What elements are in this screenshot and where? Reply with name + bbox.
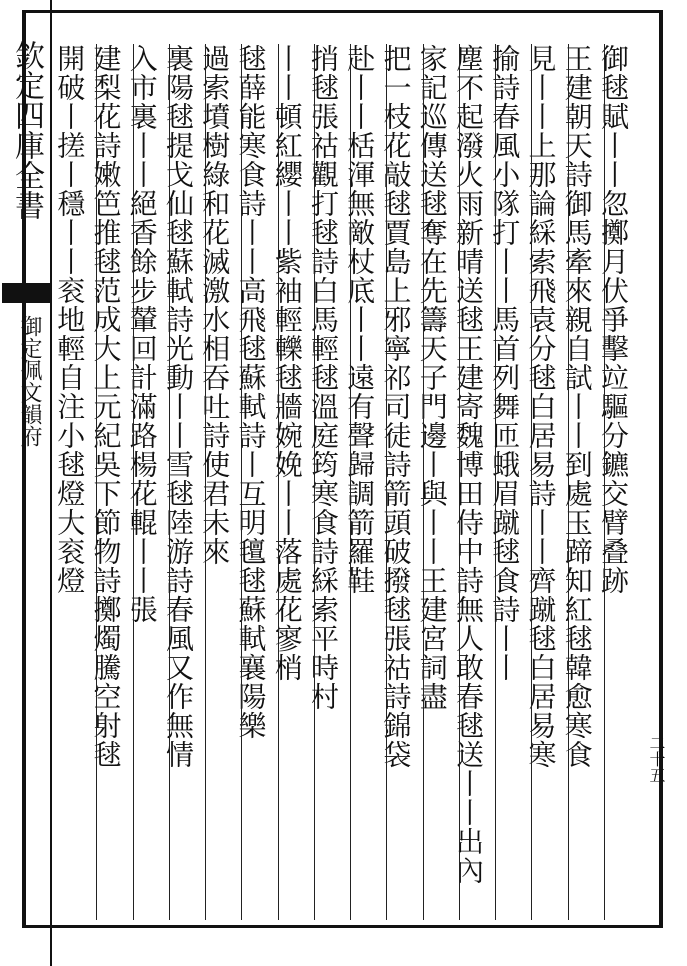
- text-column-15: 建梨花詩嫩笆推毬范成大上元紀吳下節物詩擲燭騰空射毬: [89, 44, 123, 769]
- text-column-5: 塵不起潑火雨新晴送毬王建寄魏博田侍中詩無人敢春毬送丨丨出內: [452, 44, 485, 885]
- book-title: 欽定四庫全書: [9, 40, 44, 220]
- column-rule: [350, 44, 351, 920]
- column-rule: [459, 44, 460, 920]
- text-column-10: 丨丨頓紅纓丨丨紫袖輕轢毬牆婉娩丨丨落處花寥梢: [270, 44, 304, 682]
- column-rule: [495, 44, 496, 920]
- page-number: 二十五: [647, 735, 666, 783]
- book-subtitle: 御定佩文韻府: [17, 315, 42, 447]
- text-column-6: 家記巡傳送毬奪在先籌天子門邊丨與丨丨王建宮詞盡: [415, 44, 449, 711]
- column-rule: [205, 44, 206, 920]
- text-column-9: 捎毬張祜觀打毬詩白馬輕毬溫庭筠寒食詩綵索平時村: [307, 44, 340, 711]
- column-rule: [604, 44, 605, 920]
- column-rule: [241, 44, 242, 920]
- column-rule: [314, 44, 315, 920]
- text-column-1: 御毬賦丨丨忽擲月伏爭擊竝驅分鑣交臂叠跡: [597, 44, 630, 595]
- column-rule: [568, 44, 569, 920]
- text-column-11: 毬薛能寒食詩丨丨高飛毬蘇軾詩丨互明氊毬蘇軾襄陽樂: [234, 44, 268, 740]
- column-rule: [278, 44, 279, 920]
- column-rule: [423, 44, 424, 920]
- text-column-14: 入市裏丨丨絕香餘步輦回計滿路楊花輥丨丨張: [125, 44, 159, 624]
- text-column-7: 把一枝花敲毬賈島上邪寧祁司徒詩箭頭破撥毬張祜詩錦袋: [379, 44, 413, 769]
- column-rule: [133, 44, 134, 920]
- column-rule: [169, 44, 170, 920]
- column-rule: [531, 44, 532, 920]
- text-column-16: 開破丨搓丨穩丨丨衮地輕自注小毬燈大衮燈: [53, 44, 87, 595]
- text-column-8: 赴丨丨栝渾無敵杖底丨丨遠有聲歸調箭羅鞋: [343, 44, 377, 595]
- text-column-12: 過索墳樹綠和花滅激水相吞吐詩使君未來: [198, 44, 232, 566]
- text-column-3: 見丨丨上那論綵索飛袁分毬白居易詩丨丨齊蹴毬白居易寒: [524, 44, 558, 769]
- text-column-2: 王建朝天詩御馬牽來親自試丨丨到處玉蹄知紅毬韓愈寒食: [560, 44, 594, 769]
- text-column-13: 裏陽毬提戈仙毬蘇軾詩光動丨丨雪毬陸游詩春風又作無情: [162, 44, 195, 769]
- column-rule: [386, 44, 387, 920]
- text-column-4: 揄詩春風小隊打丨丨馬首列舞匝蛾眉蹴毬食詩丨丨: [488, 44, 522, 682]
- column-rule: [96, 44, 97, 920]
